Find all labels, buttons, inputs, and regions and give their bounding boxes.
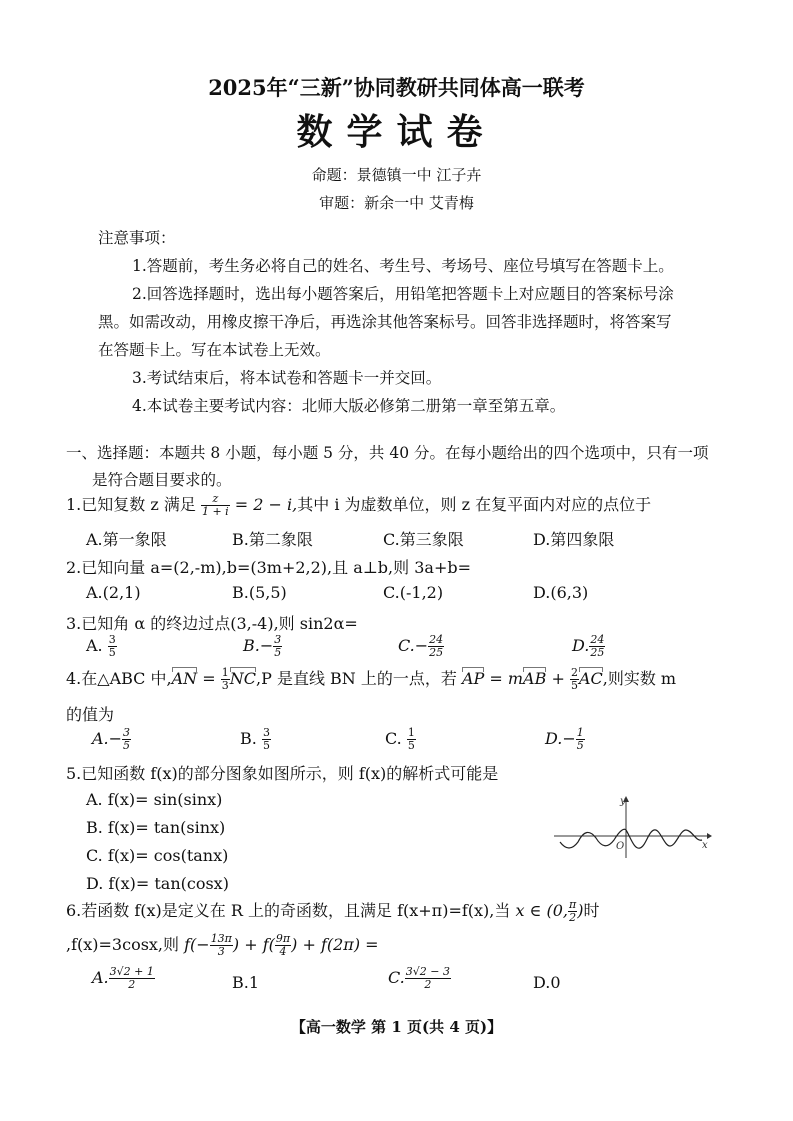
q1-option-b: B.第二象限 — [232, 530, 313, 549]
q2-option-d: D.(6,3) — [533, 583, 589, 602]
q6-option-c: C. $\frac{3√2 - 3}{2}$ — [388, 965, 450, 991]
question-4-line2: 的值为 — [66, 705, 115, 724]
question-3: 3.已知角 α 的终边过点(3,-4),则 sin2α= — [66, 614, 358, 633]
exam-title: 2025年“三新”协同教研共同体高一联考 — [208, 75, 585, 100]
question-6-line2: ,f(x)=3cosx,则 f(− $\frac{13\pi}{3}$ ) + f( $\frac{9\pi}{4}$ ) + f(2π) = — [66, 932, 379, 958]
question-5: 5.已知函数 f(x)的部分图象如图所示，则 f(x)的解析式可能是 — [66, 764, 499, 783]
q3-option-c: C.− $\frac{24}{25}$ — [398, 633, 444, 659]
question-4: 4.在△ABC 中,AN = $\frac{1}{3}$ NC,P 是直线 BN 上的一点，若 AP = mAB + $\frac{2}{5}$ AC,则实数 m — [66, 666, 677, 692]
q6-option-d: D.0 — [533, 973, 561, 992]
q4-option-d: D.− $\frac{1}{5}$ — [545, 726, 584, 752]
q5-option-b: B. f(x)= tan(sinx) — [86, 818, 226, 837]
notice-item-2-line3: 在答题卡上。写在本试卷上无效。 — [98, 341, 331, 359]
q4-option-b: B. $\frac{3}{5}$ — [240, 726, 270, 752]
section-1-heading-line1: 一、选择题：本题共 8 小题，每小题 5 分，共 40 分。在每小题给出的四个选项中，只有一项 — [66, 444, 709, 462]
q3-option-d: D. $\frac{24}{25}$ — [572, 633, 605, 659]
q5-option-a: A. f(x)= sin(sinx) — [86, 790, 223, 809]
notice-heading: 注意事项： — [98, 229, 176, 247]
q5-option-c: C. f(x)= cos(tanx) — [86, 846, 229, 865]
q4-option-a: A.− $\frac{3}{5}$ — [92, 726, 131, 752]
q1-option-c: C.第三象限 — [383, 530, 464, 549]
notice-item-2-line2: 黑。如需改动，用橡皮擦干净后，再选涂其他答案标号。回答非选择题时，将答案写 — [98, 313, 672, 331]
notice-item-1: 1.答题前，考生务必将自己的姓名、考生号、考场号、座位号填写在答题卡上。 — [132, 257, 674, 275]
question-1: 1.已知复数 z 满足 $\frac{z}{1 + i}$ = 2 − i,其中 i 为虚数单位，则 z 在复平面内对应的点位于 — [66, 492, 652, 518]
section-1-heading-line2: 是符合题目要求的。 — [92, 471, 232, 489]
function-graph — [552, 790, 712, 860]
reviewer-line: 审题：新余一中 艾青梅 — [319, 194, 474, 212]
q3-option-b: B.− $\frac{3}{5}$ — [243, 633, 282, 659]
author-line: 命题：景德镇一中 江子卉 — [311, 166, 482, 184]
q2-option-c: C.(-1,2) — [383, 583, 444, 602]
notice-item-2-line1: 2.回答选择题时，选出每小题答案后，用铅笔把答题卡上对应题目的答案标号涂 — [132, 285, 674, 303]
notice-item-4: 4.本试卷主要考试内容：北师大版必修第二册第一章至第五章。 — [132, 397, 566, 415]
x-axis-arrow — [707, 833, 712, 839]
q1-option-a: A.第一象限 — [86, 530, 167, 549]
question-2: 2.已知向量 a=(2,-m),b=(3m+2,2),且 a⊥b,则 3a+b= — [66, 558, 471, 577]
q6-option-a: A. $\frac{3√2 + 1}{2}$ — [92, 965, 154, 991]
q1-option-d: D.第四象限 — [533, 530, 615, 549]
q3-option-a: A. $\frac{3}{5}$ — [86, 633, 116, 659]
q4-option-c: C. $\frac{1}{5}$ — [385, 726, 415, 752]
graph-x-label: x — [702, 840, 708, 851]
page-footer: 【高一数学 第 1 页(共 4 页)】 — [290, 1018, 503, 1036]
function-curve — [560, 829, 702, 848]
q2-option-b: B.(5,5) — [232, 583, 287, 602]
q6-option-b: B.1 — [232, 973, 260, 992]
exam-subject-title: 数学试卷 — [296, 111, 497, 153]
q5-option-d: D. f(x)= tan(cosx) — [86, 874, 229, 893]
graph-y-label: y — [620, 796, 626, 807]
notice-item-3: 3.考试结束后，将本试卷和答题卡一并交回。 — [132, 369, 442, 387]
graph-origin-label: O — [616, 841, 625, 852]
q2-option-a: A.(2,1) — [86, 583, 141, 602]
question-6: 6.若函数 f(x)是定义在 R 上的奇函数，且满足 f(x+π)=f(x),当 x ∈ (0, $\frac{\pi}{2}$ )时 — [66, 898, 600, 924]
